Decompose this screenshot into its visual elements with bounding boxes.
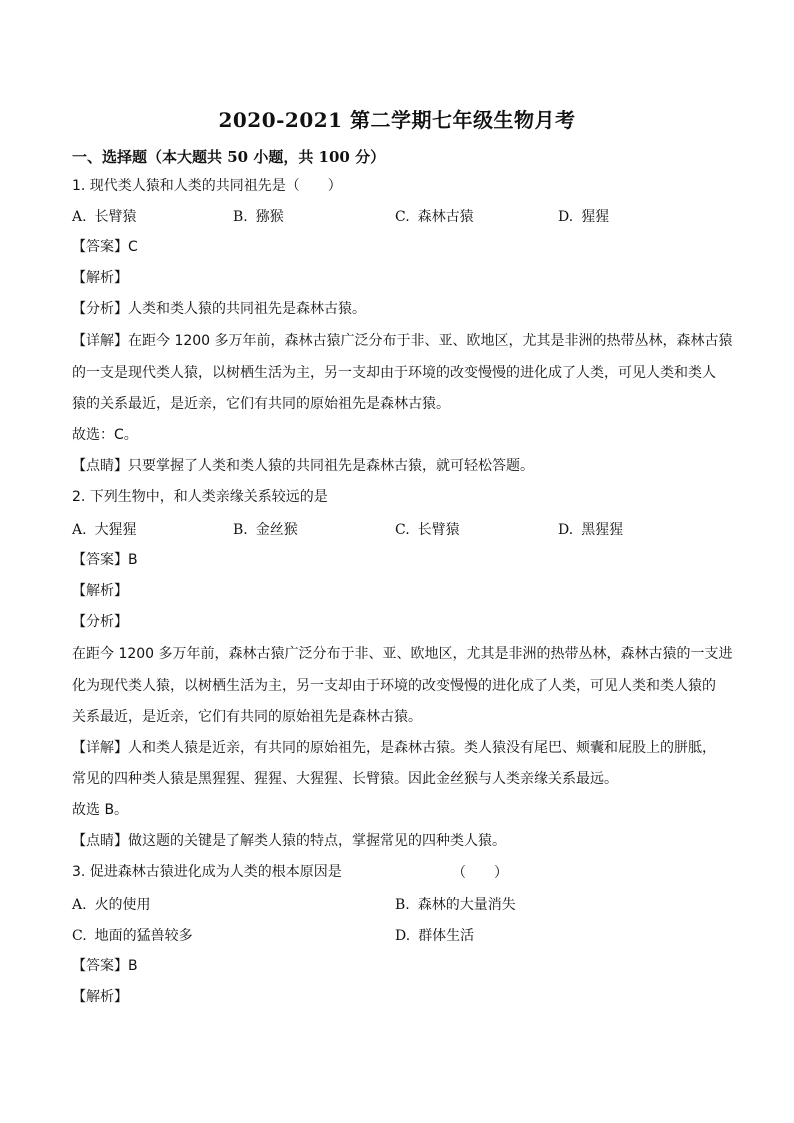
option-text: 金丝猴 (255, 522, 298, 538)
q1-option-c (395, 206, 474, 226)
option-letter: C. (72, 928, 87, 944)
option-text: 猕猴 (255, 209, 284, 225)
q2-fenxi-line-3: 关系最近，是近亲，它们有共同的原始祖先是森林古猿。 (72, 709, 422, 725)
page-title: 2020-2021 第二学期七年级生物月考 (218, 108, 576, 132)
section-heading: 一、选择题（本大题共 50 小题，共 100 分） (72, 148, 386, 166)
q3-jiexi-label: 【解析】 (72, 989, 128, 1005)
question-3-stem: 3. 促进森林古猿进化成为人类的根本原因是 (72, 864, 342, 880)
q2-fenxi-line-1: 在距今 1200 多万年前，森林古猿广泛分布于非、亚、欧地区，尤其是非洲的热带丛林，森林古猿的一支进 (72, 646, 733, 662)
q3-answer: 【答案】B (72, 958, 138, 974)
question-2-stem: 2. 下列生物中，和人类亲缘关系较远的是 (72, 489, 328, 505)
option-letter: A. (72, 209, 87, 225)
option-letter: A. (72, 897, 87, 913)
option-letter: D. (558, 522, 574, 538)
q1-dianjing: 【点睛】只要掌握了人类和类人猿的共同祖先是森林古猿，就可轻松答题。 (72, 458, 534, 474)
option-text: 长臂猿 (417, 522, 460, 538)
q3-option-d (395, 925, 474, 945)
q3-stem-paren: （ ） (452, 865, 508, 881)
q1-answer: 【答案】C (72, 239, 138, 255)
q1-option-d (558, 206, 609, 226)
option-text: 群体生活 (418, 928, 475, 944)
option-text: 大猩猩 (94, 522, 137, 538)
q1-xiangjie-line-3: 猿的关系最近，是近亲，它们有共同的原始祖先是森林古猿。 (72, 396, 450, 412)
q1-conclusion: 故选：C。 (72, 427, 138, 443)
q2-xiangjie-line-1: 【详解】人和类人猿是近亲，有共同的原始祖先，是森林古猿。类人猿没有尾巴、颊囊和屁股上的胼胝， (72, 740, 716, 756)
q3-option-b (395, 894, 516, 914)
q2-conclusion: 故选 B。 (72, 802, 129, 818)
option-text: 地面的猛兽较多 (94, 928, 193, 944)
q1-option-b (233, 206, 284, 226)
option-letter: B. (233, 522, 248, 538)
q2-answer: 【答案】B (72, 552, 138, 568)
option-letter: B. (395, 897, 410, 913)
option-text: 森林古猿 (417, 209, 474, 225)
q3-option-a (72, 894, 151, 914)
q2-option-a (72, 519, 137, 539)
option-text: 猩猩 (581, 209, 610, 225)
option-letter: D. (395, 928, 411, 944)
q2-dianjing: 【点睛】做这题的关键是了解类人猿的特点，掌握常见的四种类人猿。 (72, 833, 506, 849)
q1-xiangjie-line-2: 的一支是现代类人猿，以树栖生活为主，另一支却由于环境的改变慢慢的进化成了人类，可见人类和类人 (72, 365, 716, 381)
q2-option-c (395, 519, 460, 539)
q1-fenxi: 【分析】人类和类人猿的共同祖先是森林古猿。 (72, 301, 366, 317)
q1-option-a (72, 206, 137, 226)
q2-option-d (558, 519, 623, 539)
option-text: 黑猩猩 (581, 522, 624, 538)
option-letter: B. (233, 209, 248, 225)
option-text: 火的使用 (94, 897, 151, 913)
q3-option-c (72, 925, 193, 945)
option-letter: C. (395, 209, 410, 225)
q2-fenxi-label: 【分析】 (72, 614, 128, 630)
option-letter: D. (558, 209, 574, 225)
q1-xiangjie-line-1: 【详解】在距今 1200 多万年前，森林古猿广泛分布于非、亚、欧地区，尤其是非洲的热带丛林，森林古猿 (72, 333, 733, 349)
q2-fenxi-line-2: 化为现代类人猿，以树栖生活为主，另一支却由于环境的改变慢慢的进化成了人类，可见人类和类人猿的 (72, 678, 716, 694)
option-letter: C. (395, 522, 410, 538)
q2-option-b (233, 519, 298, 539)
q2-xiangjie-line-2: 常见的四种类人猿是黑猩猩、猩猩、大猩猩、长臂猿。因此金丝猴与人类亲缘关系最远。 (72, 771, 618, 787)
question-1-stem: 1. 现代类人猿和人类的共同祖先是（ ） (72, 178, 342, 194)
option-letter: A. (72, 522, 87, 538)
option-text: 长臂猿 (94, 209, 137, 225)
q2-jiexi-label: 【解析】 (72, 583, 128, 599)
q1-jiexi-label: 【解析】 (72, 270, 128, 286)
option-text: 森林的大量消失 (417, 897, 516, 913)
